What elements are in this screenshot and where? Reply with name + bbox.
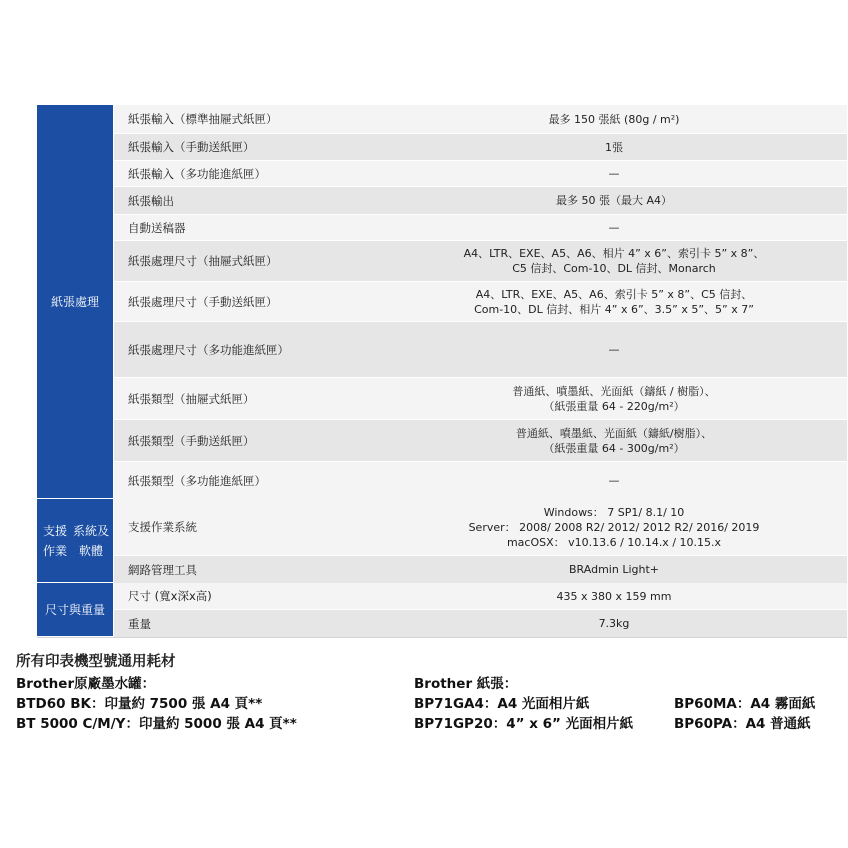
spec-value-line: — (608, 167, 620, 180)
spec-row (113, 215, 847, 241)
ink-item: BTD60 BK：印量約 7500 張 A4 頁** (16, 696, 263, 712)
paper-item: BP60PA：A4 普通紙 (674, 716, 811, 732)
spec-value-line: C5 信封、Com-10、DL 信封、Monarch (512, 262, 716, 275)
spec-value-line: macOSX： v10.13.6 / 10.14.x / 10.15.x (506, 535, 722, 549)
section-rows (113, 583, 847, 637)
section-label (37, 583, 113, 637)
spec-label: 紙張處理尺寸（抽屜式紙匣） (113, 241, 381, 281)
spec-label: 自動送稿器 (113, 215, 381, 240)
section-rows (113, 105, 847, 499)
spec-table (37, 105, 847, 638)
spec-row (113, 282, 847, 322)
paper-item: BP71GP20：4” x 6” 光面相片紙 (414, 716, 634, 732)
section-label-line: 紙張處理 (50, 294, 99, 309)
ink-title: Brother原廠墨水罐： (16, 676, 156, 692)
spec-value-line: Server： 2008/ 2008 R2/ 2012/ 2012 R2/ 2016/ 2019 (468, 520, 760, 534)
paper-title: Brother 紙張： (414, 676, 518, 692)
spec-value-line: 普通紙、噴墨紙、光面紙（鑄紙/樹脂）、 (515, 426, 713, 440)
spec-label: 支援作業系統 (113, 499, 381, 555)
spec-label: 紙張輸入（手動送紙匣） (113, 134, 381, 160)
spec-row (113, 241, 847, 282)
section-rows (113, 499, 847, 583)
spec-row (113, 161, 847, 187)
spec-row (113, 462, 847, 499)
spec-row (113, 556, 847, 583)
paper-list (414, 674, 633, 734)
spec-value-line: A4、LTR、EXE、A5、A6、相片 4” x 6”、索引卡 5” x 8”、 (463, 247, 765, 260)
spec-value-line: — (608, 474, 620, 487)
spec-row (113, 420, 847, 462)
spec-value (381, 105, 847, 133)
spec-row (113, 583, 847, 610)
spec-value (381, 583, 847, 609)
spec-value-line: 最多 150 張紙 (80g / m²) (548, 112, 680, 126)
spec-label: 網路管理工具 (113, 556, 381, 583)
spec-label: 紙張輸入（多功能進紙匣） (113, 161, 381, 186)
spec-label: 紙張處理尺寸（多功能進紙匣） (113, 322, 381, 377)
ink-list (16, 674, 297, 734)
spec-value (381, 241, 847, 281)
spec-value-line: — (608, 221, 620, 234)
spec-value (381, 215, 847, 240)
spec-value-line: A4、LTR、EXE、A5、A6、索引卡 5” x 8”、C5 信封、 (475, 287, 753, 301)
spec-row (113, 134, 847, 161)
spec-value (381, 462, 847, 499)
spec-label: 紙張輸入（標準抽屜式紙匣） (113, 105, 381, 133)
spec-label: 紙張類型（手動送紙匣） (113, 420, 381, 461)
paper-list-secondary (674, 694, 815, 734)
spec-row (113, 322, 847, 378)
spec-label: 紙張輸出 (113, 187, 381, 214)
spec-value (381, 187, 847, 214)
spec-row (113, 378, 847, 420)
section-label-line: 支援作業 (42, 523, 67, 558)
spec-value (381, 134, 847, 160)
spec-value-line: — (608, 343, 620, 356)
spec-value-line: （紙張重量 64 - 220g/m²） (543, 399, 685, 413)
spec-value-line: 普通紙、噴墨紙、光面紙（鑄紙 / 樹脂）、 (512, 384, 716, 398)
spec-label: 紙張類型（抽屜式紙匣） (113, 378, 381, 419)
spec-value (381, 322, 847, 377)
spec-value (381, 378, 847, 419)
spec-label: 尺寸 (寬x深x高) (113, 583, 381, 609)
spec-value-line: Com-10、DL 信封、相片 4” x 6”、3.5” x 5”、5” x 7” (474, 302, 754, 316)
spec-row (113, 499, 847, 556)
spec-value (381, 556, 847, 583)
spec-value-line: BRAdmin Light+ (569, 563, 659, 576)
spec-value (381, 499, 847, 555)
paper-item: BP60MA：A4 霧面紙 (674, 696, 816, 712)
spec-value-line: （紙張重量 64 - 300g/m²） (543, 441, 685, 455)
spec-label: 紙張處理尺寸（手動送紙匣） (113, 282, 381, 321)
spec-value (381, 161, 847, 186)
spec-value (381, 282, 847, 321)
paper-item: BP71GA4：A4 光面相片紙 (414, 696, 590, 712)
consumables-heading: 所有印表機型號通用耗材 (16, 654, 176, 670)
spec-value (381, 610, 847, 637)
section-label-line: 尺寸與重量 (44, 602, 105, 617)
spec-value-line: 435 x 380 x 159 mm (556, 589, 672, 603)
spec-value-line: 最多 50 張（最大 A4） (555, 194, 672, 207)
consumables-footer (16, 650, 836, 732)
spec-label: 重量 (113, 610, 381, 637)
section-label (37, 499, 113, 583)
spec-value (381, 420, 847, 461)
spec-row (113, 187, 847, 215)
ink-item: BT 5000 C/M/Y：印量約 5000 張 A4 頁** (16, 716, 297, 732)
spec-value-line: Windows： 7 SP1/ 8.1/ 10 (543, 505, 685, 519)
spec-value-line: 7.3kg (598, 617, 630, 630)
spec-row (113, 105, 847, 134)
section-label-line: 系統及軟體 (72, 523, 109, 558)
section-label (37, 105, 113, 499)
spec-row (113, 610, 847, 637)
spec-value-line: 1張 (605, 140, 623, 154)
spec-label: 紙張類型（多功能進紙匣） (113, 462, 381, 499)
